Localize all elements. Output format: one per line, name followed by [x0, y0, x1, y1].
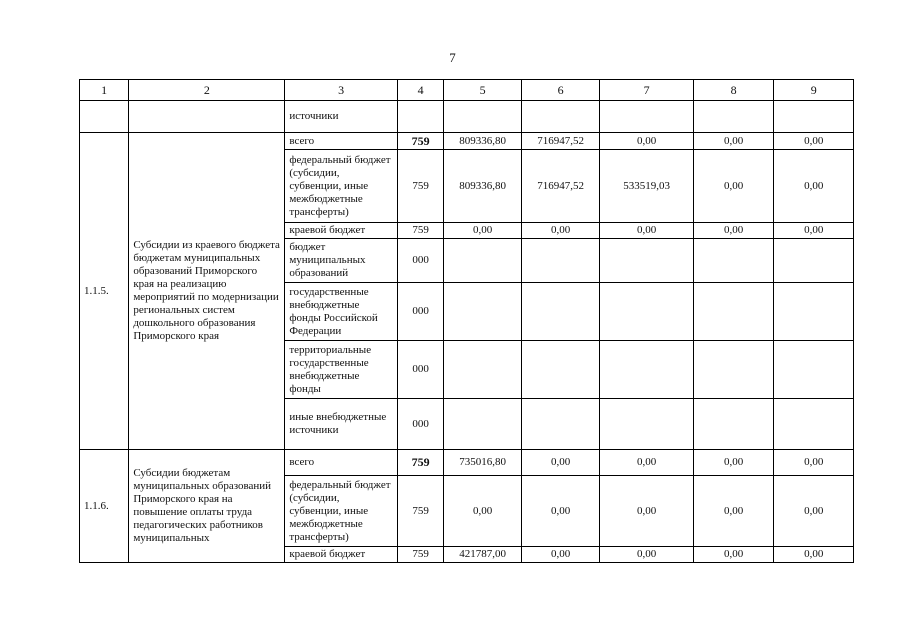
value-cell: 0,00: [774, 223, 854, 239]
value-cell: 0,00: [521, 450, 600, 476]
code-cell: 000: [398, 239, 444, 283]
value-cell: 0,00: [444, 223, 522, 239]
source-cell: федеральный бюджет (субсидии, субвенции, иные межбюджетные трансферты): [285, 476, 398, 547]
source-cell: краевой бюджет: [285, 547, 398, 563]
header-row: [80, 80, 854, 101]
header-cell: 4: [398, 80, 444, 101]
header-cell: 9: [774, 80, 854, 101]
value-cell: 809336,80: [444, 133, 522, 150]
value-cell: 0,00: [600, 476, 694, 547]
value-cell: 0,00: [693, 547, 774, 563]
source-cell: всего: [285, 133, 398, 150]
code-cell: 000: [398, 341, 444, 399]
code-cell: 759: [398, 450, 444, 476]
value-cell: 0,00: [693, 150, 774, 223]
value-cell: 716947,52: [521, 133, 600, 150]
source-cell: государственные внебюджетные фонды Российской Федерации: [285, 283, 398, 341]
value-cell: 0,00: [600, 223, 694, 239]
value-cell: 0,00: [521, 476, 600, 547]
value-cell: 0,00: [774, 547, 854, 563]
source-cell: краевой бюджет: [285, 223, 398, 239]
carry-over-row: [80, 101, 854, 133]
source-cell: федеральный бюджет (субсидии, субвенции, иные межбюджетные трансферты): [285, 150, 398, 223]
header-cell: 8: [693, 80, 774, 101]
item-number: 1.1.5.: [80, 133, 129, 450]
header-cell: 3: [285, 80, 398, 101]
source-cell: иные внебюджетные источники: [285, 399, 398, 450]
header-cell: 6: [521, 80, 600, 101]
header-cell: 7: [600, 80, 694, 101]
item-title: Субсидии бюджетам муниципальных образований Приморского края на повышение оплаты труда педагогических работников муниципальных: [129, 450, 285, 563]
value-cell: 0,00: [444, 476, 522, 547]
value-cell: 735016,80: [444, 450, 522, 476]
item-title: Субсидии из краевого бюджета бюджетам муниципальных образований Приморского края на реализацию мероприятий по модернизации региональных систем дошкольного образования Приморского края: [129, 133, 285, 450]
value-cell: 809336,80: [444, 150, 522, 223]
code-cell: 759: [398, 150, 444, 223]
budget-table: [79, 79, 854, 563]
value-cell: 0,00: [600, 450, 694, 476]
source-cell: источники: [285, 101, 398, 133]
header-cell: 5: [444, 80, 522, 101]
value-cell: 421787,00: [444, 547, 522, 563]
code-cell: 759: [398, 133, 444, 150]
code-cell: 000: [398, 399, 444, 450]
code-cell: 759: [398, 476, 444, 547]
source-cell: территориальные государственные внебюджетные фонды: [285, 341, 398, 399]
value-cell: 0,00: [693, 450, 774, 476]
value-cell: 0,00: [774, 476, 854, 547]
source-cell: бюджет муниципальных образований: [285, 239, 398, 283]
value-cell: 0,00: [774, 133, 854, 150]
table-row: [80, 133, 854, 150]
value-cell: 0,00: [693, 223, 774, 239]
code-cell: 759: [398, 547, 444, 563]
value-cell: 533519,03: [600, 150, 694, 223]
header-cell: 1: [80, 80, 129, 101]
page-number: 7: [449, 50, 456, 65]
value-cell: 0,00: [521, 547, 600, 563]
value-cell: 0,00: [521, 223, 600, 239]
value-cell: 0,00: [774, 150, 854, 223]
value-cell: 0,00: [600, 133, 694, 150]
item-number: 1.1.6.: [80, 450, 129, 563]
table-row: [80, 450, 854, 476]
value-cell: 716947,52: [521, 150, 600, 223]
source-cell: всего: [285, 450, 398, 476]
value-cell: 0,00: [600, 547, 694, 563]
value-cell: 0,00: [693, 476, 774, 547]
code-cell: 759: [398, 223, 444, 239]
value-cell: 0,00: [693, 133, 774, 150]
header-cell: 2: [129, 80, 285, 101]
code-cell: 000: [398, 283, 444, 341]
value-cell: 0,00: [774, 450, 854, 476]
